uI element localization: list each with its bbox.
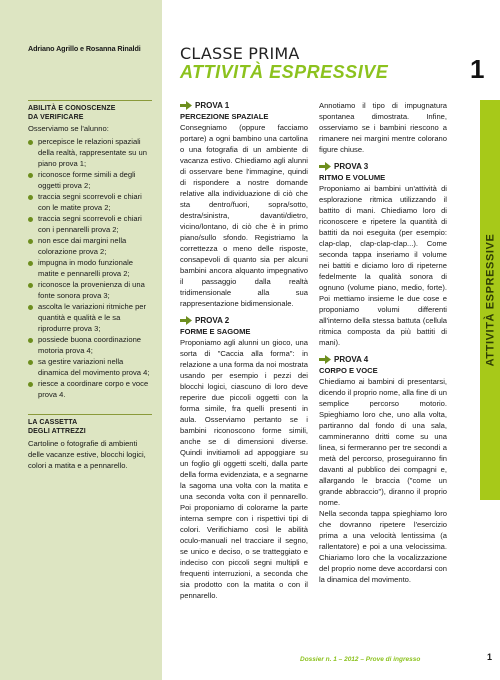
skills-intro: Osserviamo se l'alunno: xyxy=(28,124,109,133)
section-prova-1 xyxy=(180,100,308,309)
skills-list-item: traccia segni scorrevoli e chiari con le matite prova 2; xyxy=(28,191,152,213)
prova-heading xyxy=(180,315,308,326)
skills-list-item: ascolta le variazioni ritmiche per quantità e qualità e le sa riprodurre prova 3; xyxy=(28,301,152,334)
prova-heading xyxy=(319,354,447,365)
arrow-right-icon xyxy=(319,355,331,364)
section-prova-4 xyxy=(319,354,447,585)
section-paragraph: Annotiamo il tipo di impugnatura spontanea dimostrata. Infine, osserviamo se i bambini riescono a rimanere nei margini mentre colorano figure chiuse. xyxy=(319,101,447,154)
prova-label: PROVA 2 xyxy=(195,316,230,325)
arrow-right-icon xyxy=(180,316,192,325)
column-left xyxy=(180,100,308,601)
section-title: PERCEZIONE SPAZIALE xyxy=(180,112,269,121)
section-prova-2 xyxy=(180,315,308,601)
skills-list-item: riconosce la provenienza di una fonte sonora prova 3; xyxy=(28,279,152,301)
side-band-label xyxy=(480,100,500,500)
section-paragraph: Nella seconda tappa spieghiamo loro che dovranno ripetere l'esercizio prima a una velocità lentissima (a rallentatore) e poi a una velocissima. Chiariamo loro che la vocalizzazione del proprio nome deve accordarsi con la dinamica del movimento. xyxy=(319,509,447,584)
skills-list-item: riesce a coordinare corpo e voce prova 4. xyxy=(28,378,152,400)
section-paragraph: Proponiamo agli alunni un gioco, una sorta di "Caccia alla forma": in relazione a una forma da noi mostrata usando per esempio i pezzi dei blocchi logici, ciascuno di loro deve reperire due piccoli oggetti con la forma simile, fra quelli presenti in aula. Osserviamo pertanto se i bambini riconoscono forme simili, anche se di dimensioni diverse. Quindi invitiamoli ad appoggiare su un foglio gli oggetti scelti, dalla parte della forma evidenziata, e a segnarne la sagoma una volta con la matita e una seconda volta con il pennarello. Poi proponiamo di colorarne la parte interna sempre con i rispettivi tipi di colori. Verifichiamo così le abilità oculo-manuali nel tracciare il segno, se unico e deciso, o se tratteggiato e indeciso con piccoli segni multipli e frequenti interruzioni, a seconda che sia prodotto con la matita o con il pennarello. xyxy=(180,338,308,600)
prova-heading xyxy=(319,161,447,172)
side-band-text: ATTIVITÀ ESPRESSIVE xyxy=(484,233,496,367)
toolbox-heading-line2: DEGLI ATTREZZI xyxy=(28,428,86,435)
skills-heading xyxy=(28,100,152,122)
section-prova-3 xyxy=(319,161,447,348)
page-number: 1 xyxy=(486,652,492,662)
footer-text: Dossier n. 1 – 2012 – Prove di ingresso xyxy=(300,656,421,663)
skills-list-item: impugna in modo funzionale matite e pennarelli prova 2; xyxy=(28,257,152,279)
arrow-right-icon xyxy=(319,162,331,171)
toolbox-text: Cartoline o fotografie di ambienti delle vacanze estive, blocchi logici, colori a matita e a pennarello. xyxy=(28,439,146,470)
skills-list-item: traccia segni scorrevoli e chiari con i pennarelli prova 2; xyxy=(28,213,152,235)
prova-label: PROVA 3 xyxy=(334,162,369,171)
section-paragraph: Proponiamo ai bambini un'attività di esplorazione ritmica utilizzando il battito di mani. Chiediamo loro di riconoscere e ripetere la quantità di battiti da noi eseguita (per esempio: clap-clap, clap-clap-clap...). Come seconda tappa inseriamo il volume nei battiti e diciamo loro di ripeterne fedelmente la qualità sonora di ognuno (volume piano, medio, forte). Poi mettiamo insieme le due cose e proponiamo volumi differenti all'interno della stessa battuta (cellula ritmica composta da più battiti di mani). xyxy=(319,184,447,347)
skills-heading-line1: ABILITÀ E CONOSCENZE xyxy=(28,105,116,112)
toolbox-heading-line1: LA CASSETTA xyxy=(28,419,78,426)
skills-list-item: non esce dai margini nella colorazione prova 2; xyxy=(28,235,152,257)
section-paragraph: Consegniamo (oppure facciamo portare) a ogni bambino una cartolina o una fotografia di un ambiente di vacanza estivo. Chiediamo agli alunni di osservare bene l'immagine, quindi di rispondere a nostre domande relative alla individuazione di ciò che sta dentro/fuori, sopra/sotto, destra/sinistra, davanti/dietro, vicino/lontano, di ciò che è in primo piano/sullo sfondo. Registriamo la correttezza o meno delle risposte, consapevoli di quanto sia per alcuni bambini ancora alquanto impegnativo il passaggio dalla realtà tridimensionale alla sua rappresentazione bidimensionale. xyxy=(180,123,308,308)
prova-label: PROVA 4 xyxy=(334,355,369,364)
arrow-right-icon xyxy=(180,101,192,110)
prova-heading xyxy=(180,100,308,111)
skills-list xyxy=(28,136,152,400)
authors-line: Adriano Agrillo e Rosanna Rinaldi xyxy=(28,44,141,53)
page-title: CLASSE PRIMA xyxy=(180,44,300,63)
page-subtitle: ATTIVITÀ ESPRESSIVE xyxy=(180,62,389,82)
skills-heading-line2: DA VERIFICARE xyxy=(28,114,84,121)
toolbox-box xyxy=(28,414,152,471)
skills-list-item: possiede buona coordinazione motoria prova 4; xyxy=(28,334,152,356)
section-title: FORME E SAGOME xyxy=(180,327,251,336)
chapter-number: 1 xyxy=(470,54,485,84)
skills-list-item: sa gestire variazioni nella dinamica del movimento prova 4; xyxy=(28,356,152,378)
section-paragraph: Chiediamo ai bambini di presentarsi, dicendo il proprio nome, alla fine di un semplice percorso motorio. Spieghiamo loro che, uno alla volta, partiranno dal fondo di una sala, cammineranno dritti come su una linea, si fermeranno per tre secondi a metà del percorso, proseguiranno fin davanti al pubblico dei compagni e, allargando le braccia ("come un grande abbraccio"), diranno il proprio nome. xyxy=(319,377,447,507)
section-title: RITMO E VOLUME xyxy=(319,173,386,182)
column-right xyxy=(319,100,447,585)
prova-label: PROVA 1 xyxy=(195,101,230,110)
skills-box xyxy=(28,100,152,400)
skills-list-item: riconosce forme simili a degli oggetti prova 2; xyxy=(28,169,152,191)
section-title: CORPO E VOCE xyxy=(319,366,378,375)
toolbox-heading xyxy=(28,414,152,436)
skills-list-item: percepisce le relazioni spaziali della realtà, rappresentate su un piano prova 1; xyxy=(28,136,152,169)
